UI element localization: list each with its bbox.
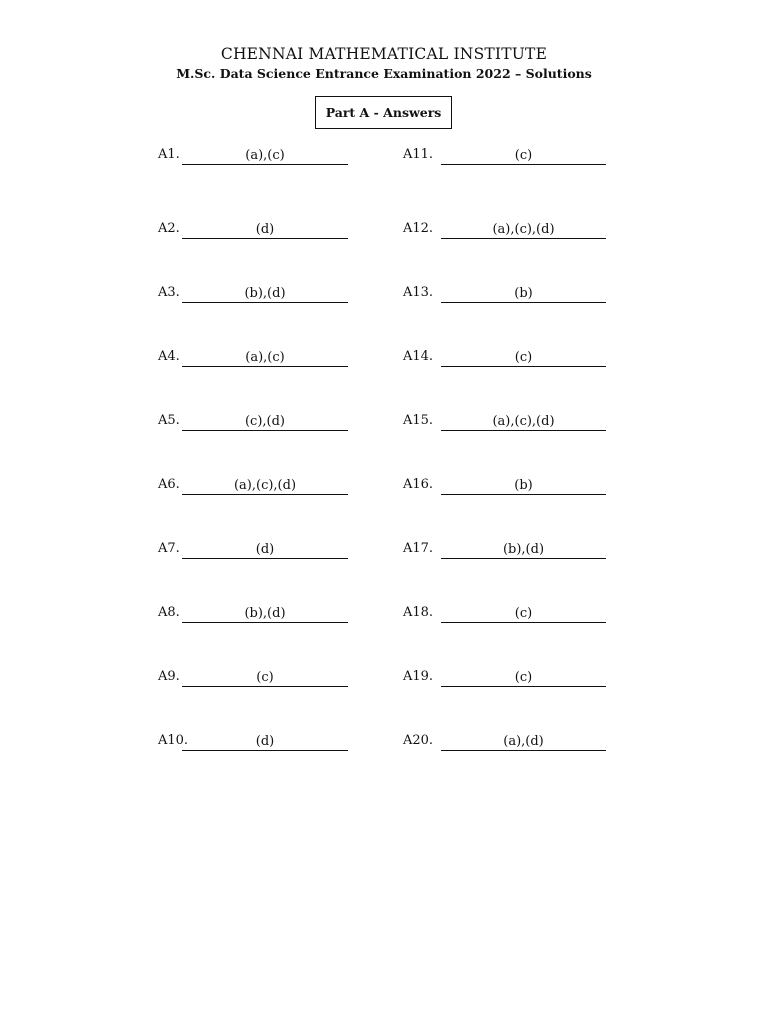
answer-value: (a),(c),(d) [441, 221, 606, 239]
answer-row [158, 539, 418, 559]
answer-label: A14. [403, 349, 434, 364]
answer-value: (c),(d) [182, 413, 348, 431]
answer-label: A6. [158, 477, 180, 492]
answer-value: (c) [182, 669, 348, 687]
answer-value: (c) [441, 147, 606, 165]
answer-row [403, 145, 663, 165]
answer-value: (c) [441, 349, 606, 367]
answer-label: A10. [158, 733, 189, 748]
answer-row [158, 731, 418, 751]
answer-row [403, 539, 663, 559]
answer-value: (c) [441, 669, 606, 687]
answer-value: (d) [182, 733, 348, 751]
answer-label: A7. [158, 541, 180, 556]
answer-row [158, 475, 418, 495]
answer-label: A17. [403, 541, 434, 556]
answer-column-right [403, 145, 663, 751]
answer-row [403, 731, 663, 751]
answer-value: (d) [182, 221, 348, 239]
answer-label: A8. [158, 605, 180, 620]
answer-row [158, 347, 418, 367]
answer-row [403, 667, 663, 687]
answer-row [158, 667, 418, 687]
answer-label: A18. [403, 605, 434, 620]
document-subtitle: M.Sc. Data Science Entrance Examination 2022 – Solutions [176, 66, 592, 81]
answer-row [403, 283, 663, 303]
answer-label: A19. [403, 669, 434, 684]
answer-value: (c) [441, 605, 606, 623]
answer-row [158, 411, 418, 431]
answer-row [403, 411, 663, 431]
answer-label: A2. [158, 221, 180, 236]
part-heading: Part A - Answers [315, 96, 452, 129]
answer-value: (a),(d) [441, 733, 606, 751]
answer-value: (b),(d) [441, 541, 606, 559]
answer-label: A16. [403, 477, 434, 492]
answer-row [158, 219, 418, 239]
answer-value: (b) [441, 285, 606, 303]
answer-row [403, 219, 663, 239]
answer-value: (a),(c),(d) [441, 413, 606, 431]
answer-value: (b),(d) [182, 285, 348, 303]
answer-row [158, 145, 418, 165]
answer-row [403, 603, 663, 623]
answer-value: (d) [182, 541, 348, 559]
answer-label: A4. [158, 349, 180, 364]
answer-label: A15. [403, 413, 434, 428]
answer-label: A3. [158, 285, 180, 300]
answer-value: (a),(c) [182, 349, 348, 367]
answer-row [158, 283, 418, 303]
answer-column-left [158, 145, 418, 751]
answer-row [403, 475, 663, 495]
answer-label: A9. [158, 669, 180, 684]
answer-label: A20. [403, 733, 434, 748]
answer-label: A1. [158, 147, 180, 162]
answer-value: (b) [441, 477, 606, 495]
answer-value: (a),(c) [182, 147, 348, 165]
answer-label: A11. [403, 147, 434, 162]
answer-label: A12. [403, 221, 434, 236]
answer-value: (b),(d) [182, 605, 348, 623]
answer-value: (a),(c),(d) [182, 477, 348, 495]
answer-row [158, 603, 418, 623]
answer-row [403, 347, 663, 367]
answer-label: A5. [158, 413, 180, 428]
answer-label: A13. [403, 285, 434, 300]
document-title: CHENNAI MATHEMATICAL INSTITUTE [220, 45, 548, 63]
